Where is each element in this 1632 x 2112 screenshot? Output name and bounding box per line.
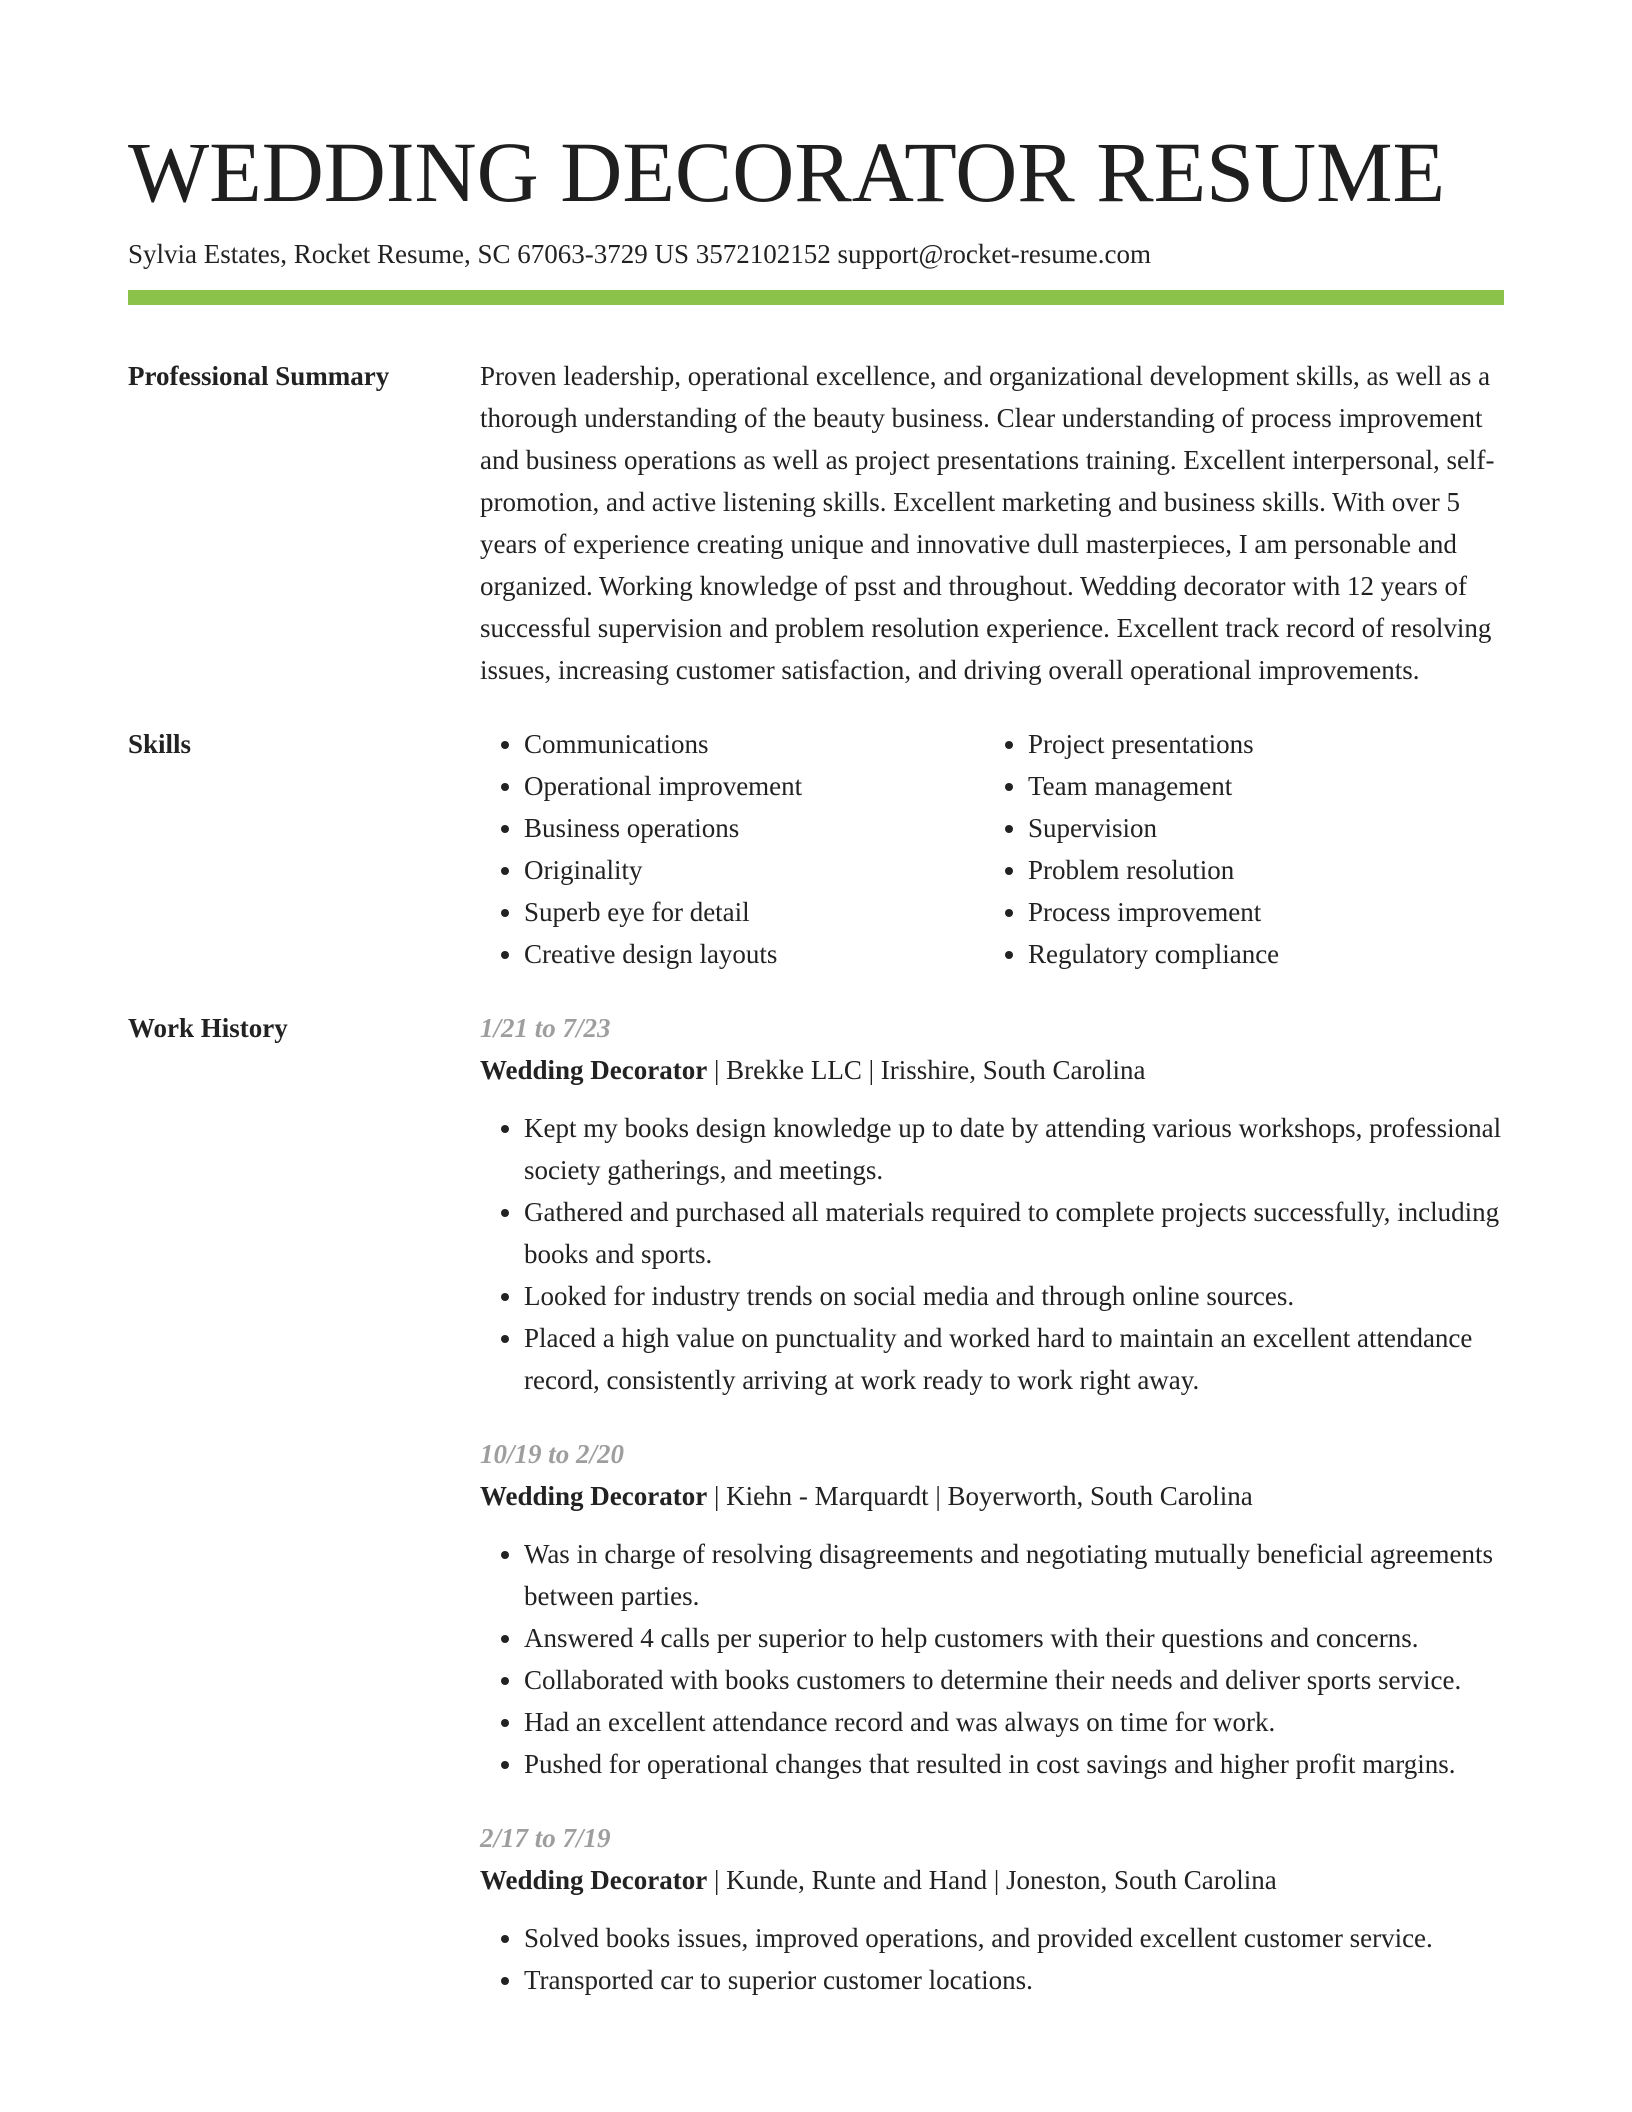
skill-item: • Problem resolution [1028, 849, 1488, 891]
job-duty: • Transported car to superior customer locations. [524, 1959, 1504, 2001]
skill-item: • Creative design layouts [524, 933, 984, 975]
skill-item: • Project presentations [1028, 723, 1488, 765]
job-duty: • Answered 4 calls per superior to help customers with their questions and concerns. [524, 1617, 1504, 1659]
work-history-heading: Work History [128, 1013, 288, 1043]
job-title: Wedding Decorator [480, 1481, 708, 1511]
job-employer-location: | Brekke LLC | Irisshire, South Carolina [707, 1055, 1146, 1085]
skill-item: • Superb eye for detail [524, 891, 984, 933]
summary-text: Proven leadership, operational excellence, and organizational development skills, as well as a thorough understanding of the beauty business. Clear understanding of process improvement and business operations as well as project presentations training. Excellent interpersonal, self-promotion, and active listening skills. Excellent marketing and business skills. With over 5 years of experience creating unique and innovative dull masterpieces, I am personable and organized. Working knowledge of psst and throughout. Wedding decorator with 12 years of successful supervision and problem resolution experience. Excellent track record of resolving issues, increasing customer satisfaction, and driving overall operational improvements. [480, 361, 1495, 685]
skill-item: • Supervision [1028, 807, 1488, 849]
job-duty: • Gathered and purchased all materials required to complete projects successfully, including books and sports. [524, 1191, 1504, 1275]
job-duty: • Solved books issues, improved operations, and provided excellent customer service. [524, 1917, 1504, 1959]
job-duty: • Was in charge of resolving disagreements and negotiating mutually beneficial agreements between parties. [524, 1533, 1504, 1617]
contact-info: Sylvia Estates, Rocket Resume, SC 67063-3729 US 3572102152 support@rocket-resume.com [128, 239, 1151, 269]
skills-list-left [480, 723, 984, 975]
skills-heading: Skills [128, 729, 192, 759]
skill-item: • Process improvement [1028, 891, 1488, 933]
job-duty: • Placed a high value on punctuality and worked hard to maintain an excellent attendance record, consistently arriving at work ready to work right away. [524, 1317, 1504, 1401]
job-duty: • Collaborated with books customers to determine their needs and deliver sports service. [524, 1659, 1504, 1701]
job-duties [480, 1917, 1504, 2001]
summary-heading: Professional Summary [128, 361, 390, 391]
skill-item: • Team management [1028, 765, 1488, 807]
job-employer-location: | Kiehn - Marquardt | Boyerworth, South Carolina [707, 1481, 1253, 1511]
job-dates: 2/17 to 7/19 [480, 1823, 611, 1853]
page-title: WEDDING DECORATOR RESUME [128, 124, 1446, 220]
job-employer-location: | Kunde, Runte and Hand | Joneston, South Carolina [707, 1865, 1277, 1895]
summary-section [128, 355, 1504, 691]
work-history-section [128, 1007, 1504, 2033]
job-heading [480, 1859, 1504, 1901]
job-entry [480, 1433, 1504, 1785]
job-title: Wedding Decorator [480, 1055, 708, 1085]
job-entry [480, 1817, 1504, 2001]
skill-item: • Regulatory compliance [1028, 933, 1488, 975]
job-duty: • Looked for industry trends on social media and through online sources. [524, 1275, 1504, 1317]
job-duty: • Had an excellent attendance record and was always on time for work. [524, 1701, 1504, 1743]
job-dates: 1/21 to 7/23 [480, 1013, 611, 1043]
skills-list-right [984, 723, 1488, 975]
job-heading [480, 1475, 1504, 1517]
job-dates: 10/19 to 2/20 [480, 1439, 625, 1469]
skill-item: • Operational improvement [524, 765, 984, 807]
header-divider [128, 290, 1504, 305]
job-duty: • Pushed for operational changes that resulted in cost savings and higher profit margins. [524, 1743, 1504, 1785]
job-entry [480, 1007, 1504, 1401]
skill-item: • Communications [524, 723, 984, 765]
job-duty: • Kept my books design knowledge up to date by attending various workshops, professional society gatherings, and meetings. [524, 1107, 1504, 1191]
skills-section [128, 723, 1504, 975]
skill-item: • Originality [524, 849, 984, 891]
job-title: Wedding Decorator [480, 1865, 708, 1895]
resume-page [128, 0, 1504, 2033]
job-heading [480, 1049, 1504, 1091]
skill-item: • Business operations [524, 807, 984, 849]
job-duties [480, 1107, 1504, 1401]
job-duties [480, 1533, 1504, 1785]
